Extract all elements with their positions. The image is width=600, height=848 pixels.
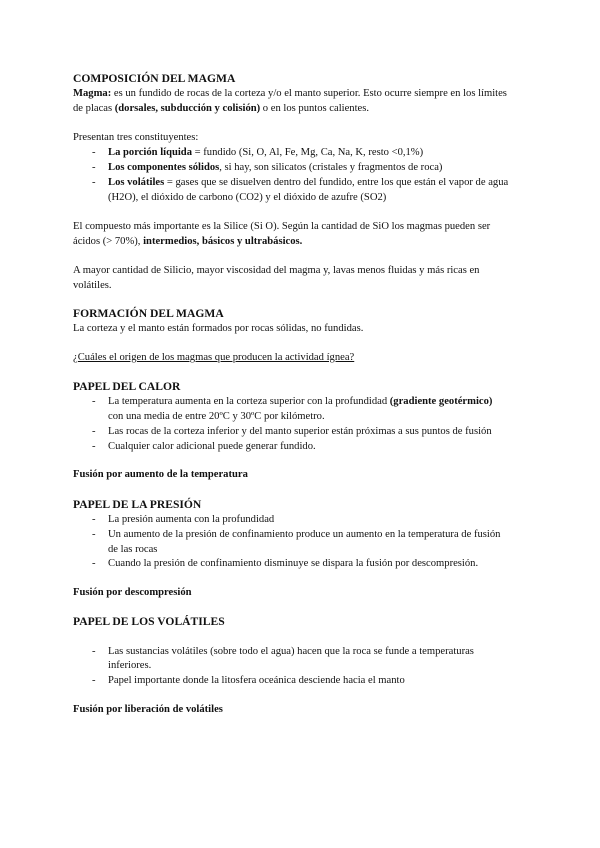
geothermal-gradient: (gradiente geotérmico) bbox=[389, 396, 493, 407]
plate-boundaries: (dorsales, subducción y colisión) bbox=[114, 103, 261, 114]
list-item: La presión aumenta con la profundidad bbox=[108, 514, 275, 525]
section-title-calor: PAPEL DEL CALOR bbox=[73, 380, 181, 393]
bullet-marker: - bbox=[92, 529, 96, 540]
list-item-text: = fundido (Si, O, Al, Fe, Mg, Ca, Na, K, resto <0,1%) bbox=[192, 147, 424, 158]
list-item bbox=[108, 160, 442, 175]
list-item-continuation: de las rocas bbox=[108, 544, 158, 555]
formacion-text: La corteza y el manto están formados por rocas sólidas, no fundidas. bbox=[73, 323, 364, 334]
list-item bbox=[108, 175, 508, 190]
magma-types: intermedios, básicos y ultrabásicos. bbox=[143, 236, 303, 247]
bullet-marker: - bbox=[92, 514, 96, 525]
volatiles-conclusion: Fusión por liberación de volátiles bbox=[73, 704, 223, 715]
bullet-marker: - bbox=[92, 646, 96, 657]
bullet-marker: - bbox=[92, 426, 96, 437]
list-item-text: , si hay, son silicatos (cristales y fragmentos de roca) bbox=[219, 162, 443, 173]
magma-definition-text: es un fundido de rocas de la corteza y/o el manto superior. Esto ocurre siempre en los límites bbox=[111, 88, 507, 99]
viscosity-paragraph-line-2: volátiles. bbox=[73, 280, 112, 291]
list-item: Cualquier calor adicional puede generar fundido. bbox=[108, 441, 316, 452]
magma-definition-text-2a: de placas bbox=[73, 103, 115, 114]
bullet-marker: - bbox=[92, 396, 96, 407]
list-item: Las rocas de la corteza inferior y del manto superior están próximas a sus puntos de fusión bbox=[108, 426, 492, 437]
bullet-marker: - bbox=[92, 177, 96, 188]
presion-conclusion: Fusión por descompresión bbox=[73, 587, 192, 598]
list-item-text: = gases que se disuelven dentro del fundido, entre los que están el vapor de agua bbox=[164, 177, 509, 188]
list-item-text: La temperatura aumenta en la corteza superior con la profundidad bbox=[108, 396, 390, 407]
viscosity-paragraph-line-1: A mayor cantidad de Silicio, mayor viscosidad del magma y, lavas menos fluidas y más ricas en bbox=[73, 265, 480, 276]
list-item-continuation: inferiores. bbox=[108, 660, 152, 671]
list-item-term: La porción líquida bbox=[108, 147, 192, 158]
magma-definition-text-2c: o en los puntos calientes. bbox=[260, 103, 370, 114]
magma-definition-line-1 bbox=[73, 86, 507, 101]
list-item-continuation: (H2O), el dióxido de carbono (CO2) y el dióxido de azufre (SO2) bbox=[108, 192, 387, 203]
section-title-formacion: FORMACIÓN DEL MAGMA bbox=[73, 307, 224, 320]
section-title-presion: PAPEL DE LA PRESIÓN bbox=[73, 498, 202, 511]
list-item: Papel importante donde la litosfera oceánica desciende hacia el manto bbox=[108, 675, 405, 686]
section-title-composicion: COMPOSICIÓN DEL MAGMA bbox=[73, 72, 236, 85]
section-title-volatiles: PAPEL DE LOS VOLÁTILES bbox=[73, 615, 225, 628]
bullet-marker: - bbox=[92, 162, 96, 173]
list-item: Cuando la presión de confinamiento disminuye se dispara la fusión por descompresión. bbox=[108, 558, 479, 569]
bullet-marker: - bbox=[92, 675, 96, 686]
list-item-term: Los volátiles bbox=[108, 177, 165, 188]
calor-conclusion: Fusión por aumento de la temperatura bbox=[73, 469, 248, 480]
list-item: Un aumento de la presión de confinamiento produce un aumento en la temperatura de fusión bbox=[108, 529, 501, 540]
silice-paragraph-line-2 bbox=[73, 234, 302, 249]
silice-text: ácidos (> 70%), bbox=[73, 236, 144, 247]
list-item-continuation: con una media de entre 20ºC y 30ºC por kilómetro. bbox=[108, 411, 325, 422]
magma-term: Magma: bbox=[73, 88, 112, 99]
list-item: Las sustancias volátiles (sobre todo el agua) hacen que la roca se funde a temperaturas bbox=[108, 646, 474, 657]
list-item bbox=[108, 394, 492, 409]
bullet-marker: - bbox=[92, 147, 96, 158]
silice-paragraph-line-1: El compuesto más importante es la Silice (Si O). Según la cantidad de SiO los magmas pueden ser bbox=[73, 221, 491, 232]
list-item-term: Los componentes sólidos bbox=[108, 162, 220, 173]
constituents-intro: Presentan tres constituyentes: bbox=[73, 132, 199, 143]
list-item bbox=[108, 145, 423, 160]
bullet-marker: - bbox=[92, 441, 96, 452]
bullet-marker: - bbox=[92, 558, 96, 569]
origin-question: ¿Cuáles el origen de los magmas que producen la actividad ígnea? bbox=[73, 352, 355, 363]
magma-definition-line-2 bbox=[73, 101, 369, 116]
